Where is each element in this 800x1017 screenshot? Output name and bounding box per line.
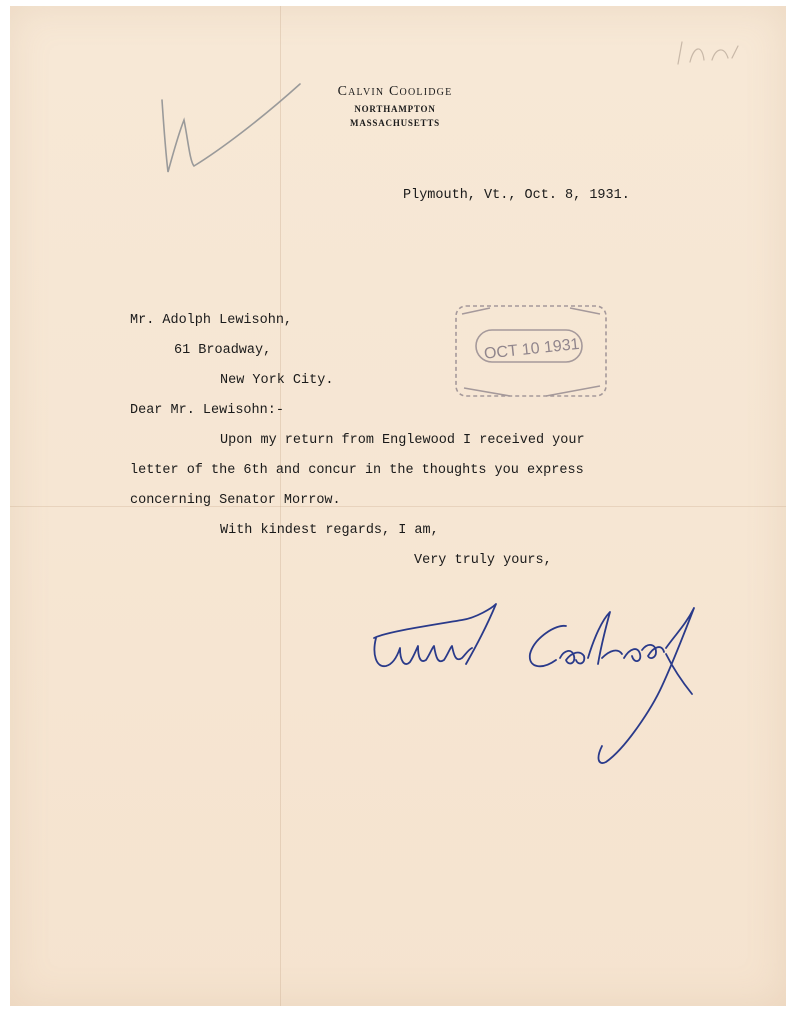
handwritten-signature-icon bbox=[366, 598, 706, 768]
fold-crease-horizontal bbox=[10, 506, 786, 507]
dateline: Plymouth, Vt., Oct. 8, 1931. bbox=[403, 188, 630, 203]
pencil-note-icon bbox=[668, 36, 748, 76]
body-line-3: concerning Senator Morrow. bbox=[130, 493, 341, 508]
address-line-name: Mr. Adolph Lewisohn, bbox=[130, 313, 293, 328]
body-line-2: letter of the 6th and concur in the thoughts you express bbox=[130, 463, 584, 478]
body-line-1: Upon my return from Englewood I received your bbox=[220, 433, 585, 448]
letterhead-name: Calvin Coolidge bbox=[337, 84, 453, 99]
stamp-date: OCT 10 1931 bbox=[483, 335, 581, 363]
pencil-mark-icon bbox=[150, 70, 310, 180]
body-line-4: With kindest regards, I am, bbox=[220, 523, 439, 538]
salutation: Dear Mr. Lewisohn:- bbox=[130, 403, 284, 418]
closing: Very truly yours, bbox=[414, 553, 552, 568]
address-line-street: 61 Broadway, bbox=[174, 343, 272, 358]
received-stamp bbox=[450, 300, 620, 410]
letterhead-city: NORTHAMPTON bbox=[354, 104, 436, 114]
address-line-city: New York City. bbox=[220, 373, 334, 388]
letterhead bbox=[300, 84, 490, 128]
letterhead-state: MASSACHUSETTS bbox=[350, 118, 440, 128]
letter-paper bbox=[10, 6, 786, 1006]
